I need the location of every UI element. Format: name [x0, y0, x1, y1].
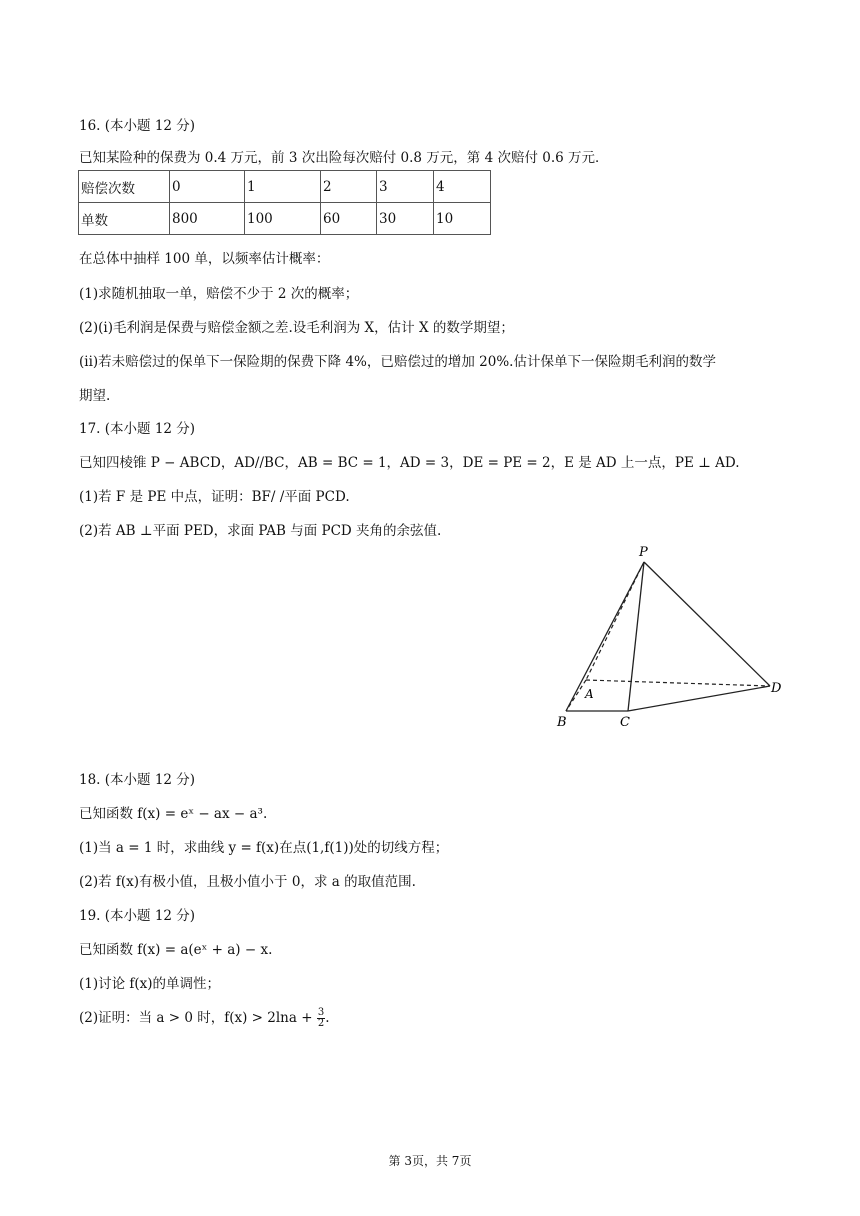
q16-part3-cont: 期望.: [79, 388, 111, 404]
table-cell: 1: [245, 171, 321, 203]
q18-part1: (1)当 a = 1 时，求曲线 y = f(x)在点(1,f(1))处的切线方程；: [79, 840, 449, 856]
table-cell: 100: [245, 203, 321, 235]
claims-table: [78, 170, 491, 235]
pyramid-figure: [548, 540, 788, 740]
table-cell: 0: [170, 171, 245, 203]
table-cell: 10: [434, 203, 491, 235]
table-cell: 2: [321, 171, 377, 203]
table-cell: 单数: [79, 203, 170, 235]
q19-part2-text: (2)证明：当 a > 0 时，f(x) > 2lna +: [79, 1010, 313, 1026]
table-cell: 60: [321, 203, 377, 235]
q16-heading: 16. (本小题 12 分): [79, 118, 196, 134]
q16-part1: (1)求随机抽取一单，赔偿不少于 2 次的概率；: [79, 286, 359, 302]
q19-intro: 已知函数 f(x) = a(eˣ + a) − x.: [79, 942, 273, 958]
q19-part2-end: .: [325, 1010, 330, 1026]
table-cell: 3: [377, 171, 434, 203]
label-a: A: [585, 687, 594, 701]
edge-pd: [644, 562, 770, 686]
q16-sample: 在总体中抽样 100 单，以频率估计概率：: [79, 251, 330, 267]
fraction-numerator: 3: [317, 1007, 325, 1018]
q18-part2: (2)若 f(x)有极小值，且极小值小于 0，求 a 的取值范围.: [79, 874, 416, 890]
label-p: P: [639, 545, 648, 560]
page-footer: 第 3页，共 7页: [388, 1154, 472, 1168]
edge-pb: [566, 562, 644, 711]
q17-intro: 已知四棱锥 P − ABCD，AD//BC，AB = BC = 1，AD = 3，DE = PE = 2，E 是 AD 上一点，PE ⊥ AD.: [79, 455, 740, 471]
table-cell: 30: [377, 203, 434, 235]
q17-part1: (1)若 F 是 PE 中点，证明：BF/ /平面 PCD.: [79, 489, 350, 505]
q17-heading: 17. (本小题 12 分): [79, 421, 196, 437]
label-b: B: [557, 715, 567, 730]
q19-part2: [79, 1006, 330, 1029]
q17-part2: (2)若 AB ⊥平面 PED，求面 PAB 与面 PCD 夹角的余弦值.: [79, 523, 442, 539]
q16-intro: 已知某险种的保费为 0.4 万元，前 3 次出险每次赔付 0.8 万元，第 4 次赔付 0.6 万元．: [79, 150, 609, 166]
label-d: D: [771, 681, 782, 696]
label-c: C: [620, 715, 630, 730]
table-cell: 赔偿次数: [79, 171, 170, 203]
edge-pc: [628, 562, 644, 711]
q19-part1: (1)讨论 f(x)的单调性；: [79, 976, 221, 992]
fraction: [317, 1008, 325, 1029]
fraction-denominator: 2: [317, 1018, 325, 1029]
q18-intro: 已知函数 f(x) = eˣ − ax − a³.: [79, 806, 268, 822]
table-cell: 4: [434, 171, 491, 203]
q16-part2: (2)(i)毛利润是保费与赔偿金额之差.设毛利润为 X，估计 X 的数学期望；: [79, 320, 514, 336]
q16-part3: (ii)若未赔偿过的保单下一保险期的保费下降 4%，已赔偿过的增加 20%.估计保单下一保险期毛利润的数学: [79, 354, 716, 370]
q19-heading: 19. (本小题 12 分): [79, 908, 196, 924]
edge-ad: [586, 680, 770, 686]
q18-heading: 18. (本小题 12 分): [79, 772, 196, 788]
table-row: [79, 171, 491, 203]
table-row: [79, 203, 491, 235]
table-cell: 800: [170, 203, 245, 235]
edge-cd: [628, 686, 770, 711]
